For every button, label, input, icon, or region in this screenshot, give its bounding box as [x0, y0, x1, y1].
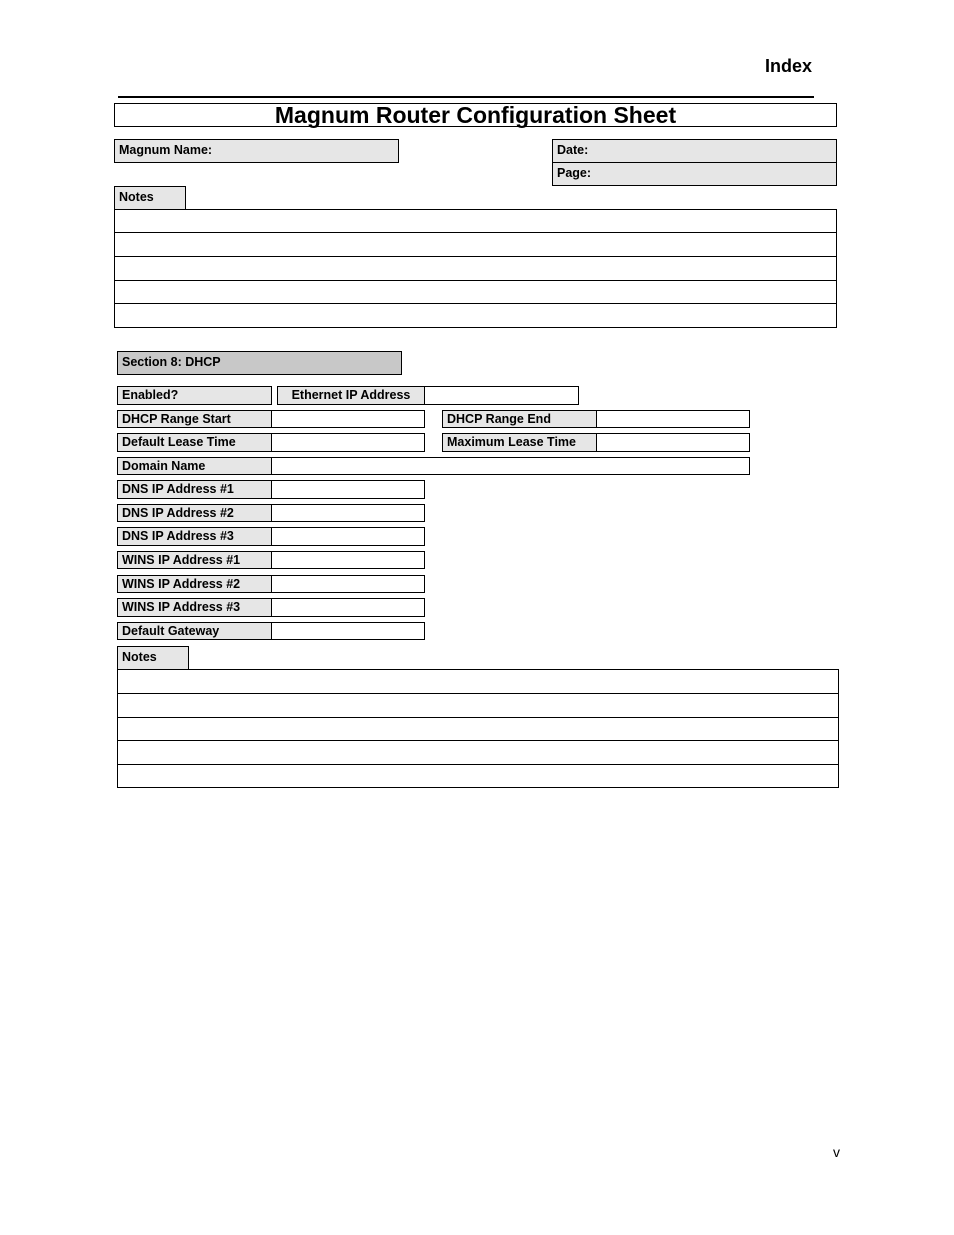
- notes-label-bottom: Notes: [117, 646, 189, 670]
- wins-3-label: WINS IP Address #3: [117, 598, 272, 617]
- maximum-lease-time-label: Maximum Lease Time: [442, 433, 597, 452]
- dns-1-label: DNS IP Address #1: [117, 480, 272, 499]
- wins-1-label: WINS IP Address #1: [117, 551, 272, 569]
- dhcp-range-start-label: DHCP Range Start: [117, 410, 272, 428]
- dns-1-input[interactable]: [271, 480, 425, 499]
- dhcp-range-end-input[interactable]: [596, 410, 750, 428]
- dns-2-label: DNS IP Address #2: [117, 504, 272, 522]
- domain-name-label: Domain Name: [117, 457, 272, 475]
- ethernet-ip-input[interactable]: [424, 386, 579, 405]
- section-header: Index: [765, 56, 813, 76]
- default-gateway-label: Default Gateway: [117, 622, 272, 640]
- header-rule: [118, 96, 814, 98]
- page-number: v: [833, 1144, 840, 1160]
- notes-top-row-5[interactable]: [114, 303, 837, 328]
- notes-top-row-2[interactable]: [114, 232, 837, 257]
- date-field[interactable]: Date:: [552, 139, 837, 163]
- wins-3-input[interactable]: [271, 598, 425, 617]
- sheet-title: Magnum Router Configuration Sheet: [114, 103, 837, 127]
- magnum-name-field[interactable]: Magnum Name:: [114, 139, 399, 163]
- dns-3-input[interactable]: [271, 527, 425, 546]
- default-lease-time-label: Default Lease Time: [117, 433, 272, 452]
- ethernet-ip-label: Ethernet IP Address: [277, 386, 425, 405]
- dns-3-label: DNS IP Address #3: [117, 527, 272, 546]
- notes-bottom-row-4[interactable]: [117, 740, 839, 765]
- dns-2-input[interactable]: [271, 504, 425, 522]
- dhcp-range-end-label: DHCP Range End: [442, 410, 597, 428]
- enabled-label: Enabled?: [117, 386, 272, 405]
- section-title: Section 8: DHCP: [117, 351, 402, 375]
- notes-top-row-1[interactable]: [114, 209, 837, 233]
- notes-top-row-4[interactable]: [114, 280, 837, 304]
- notes-label-top: Notes: [114, 186, 186, 210]
- notes-top-row-3[interactable]: [114, 256, 837, 281]
- wins-2-input[interactable]: [271, 575, 425, 593]
- wins-2-label: WINS IP Address #2: [117, 575, 272, 593]
- notes-bottom-row-2[interactable]: [117, 693, 839, 718]
- domain-name-input[interactable]: [271, 457, 750, 475]
- notes-bottom-row-5[interactable]: [117, 764, 839, 788]
- maximum-lease-time-input[interactable]: [596, 433, 750, 452]
- wins-1-input[interactable]: [271, 551, 425, 569]
- default-lease-time-input[interactable]: [271, 433, 425, 452]
- notes-bottom-row-3[interactable]: [117, 717, 839, 741]
- default-gateway-input[interactable]: [271, 622, 425, 640]
- dhcp-range-start-input[interactable]: [271, 410, 425, 428]
- notes-bottom-row-1[interactable]: [117, 669, 839, 694]
- page-field[interactable]: Page:: [552, 162, 837, 186]
